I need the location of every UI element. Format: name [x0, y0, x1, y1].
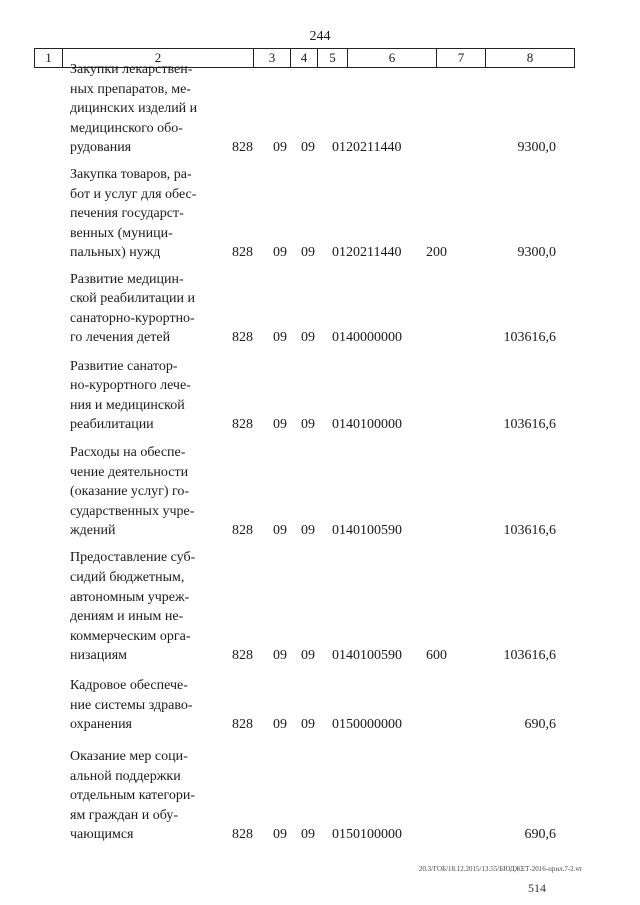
row-c5: 09 [301, 648, 315, 664]
row-c3: 828 [232, 717, 253, 733]
row-c4: 09 [273, 245, 287, 261]
row-c7: 600 [426, 648, 447, 664]
row-c3: 828 [232, 827, 253, 843]
row-c3: 828 [232, 523, 253, 539]
row-c8: 103616,6 [503, 417, 556, 433]
row-c6: 0120211440 [332, 140, 402, 156]
row-description: Оказание мер соци- альной поддержки отдельным категори- ям граждан и обу- чающимся [70, 749, 196, 843]
row-c6: 0140100590 [332, 648, 402, 664]
row-description: Кадровое обеспече- ние системы здраво- охранения [70, 678, 193, 733]
header-col-4: 4 [291, 49, 318, 67]
footer-document-code: 20.3/ГОБ/18.12.2015/13.55/БЮДЖЕТ-2016-прил.7-2.чт [418, 865, 582, 873]
row-c5: 09 [301, 330, 315, 346]
row-description: Закупки лекарствен- ных препаратов, ме- дицинских изделий и медицинского обо- рудования [70, 62, 198, 156]
header-col-6: 6 [348, 49, 437, 67]
row-c8: 690,6 [524, 827, 556, 843]
row-c8: 9300,0 [517, 245, 556, 261]
table-row [0, 265, 640, 348]
row-c3: 828 [232, 648, 253, 664]
row-c6: 0120211440 [332, 245, 402, 261]
table-row [0, 544, 640, 666]
row-c4: 09 [273, 140, 287, 156]
row-c3: 828 [232, 330, 253, 346]
header-col-2: 2 [63, 49, 254, 67]
row-c4: 09 [273, 717, 287, 733]
row-c6: 0140100590 [332, 523, 402, 539]
table-row [0, 58, 640, 158]
row-c8: 103616,6 [503, 523, 556, 539]
row-c4: 09 [273, 417, 287, 433]
row-c5: 09 [301, 717, 315, 733]
row-c6: 0150000000 [332, 717, 402, 733]
row-c3: 828 [232, 245, 253, 261]
row-description: Развитие медицин- ской реабилитации и санаторно-курортно- го лечения детей [70, 271, 195, 346]
header-col-7: 7 [437, 49, 486, 67]
row-c6: 0140100000 [332, 417, 402, 433]
row-description: Развитие санатор- но-курортного лече- ния и медицинской реабилитации [70, 358, 191, 433]
sheet-number: 514 [528, 881, 546, 895]
row-c5: 09 [301, 245, 315, 261]
row-c8: 9300,0 [517, 140, 556, 156]
row-c4: 09 [273, 648, 287, 664]
row-c8: 103616,6 [503, 648, 556, 664]
header-col-3: 3 [254, 49, 291, 67]
row-c7: 200 [426, 245, 447, 261]
row-c4: 09 [273, 330, 287, 346]
header-col-1: 1 [35, 49, 63, 67]
row-description: Расходы на обеспе- чение деятельности (оказание услуг) го- сударственных учре- ждений [70, 445, 195, 539]
row-c5: 09 [301, 417, 315, 433]
row-c4: 09 [273, 523, 287, 539]
row-c4: 09 [273, 827, 287, 843]
page-number: 244 [309, 29, 331, 44]
row-c3: 828 [232, 417, 253, 433]
row-c5: 09 [301, 827, 315, 843]
row-c3: 828 [232, 140, 253, 156]
table-row [0, 672, 640, 735]
table-row [0, 163, 640, 263]
row-description: Закупка товаров, ра- бот и услуг для обес- печения государст- венных (муници- пальных) нужд [70, 167, 197, 261]
row-c8: 103616,6 [503, 330, 556, 346]
row-c5: 09 [301, 523, 315, 539]
row-c5: 09 [301, 140, 315, 156]
header-col-5: 5 [318, 49, 348, 67]
row-c6: 0140000000 [332, 330, 402, 346]
row-c6: 0150100000 [332, 827, 402, 843]
row-description: Предоставление суб- сидий бюджетным, автономным учреж- дениям и иным не- коммерческим орга- низациям [70, 550, 196, 664]
table-row [0, 438, 640, 541]
row-c8: 690,6 [524, 717, 556, 733]
table-row [0, 745, 640, 845]
table-row [0, 353, 640, 435]
header-col-8: 8 [526, 50, 534, 65]
